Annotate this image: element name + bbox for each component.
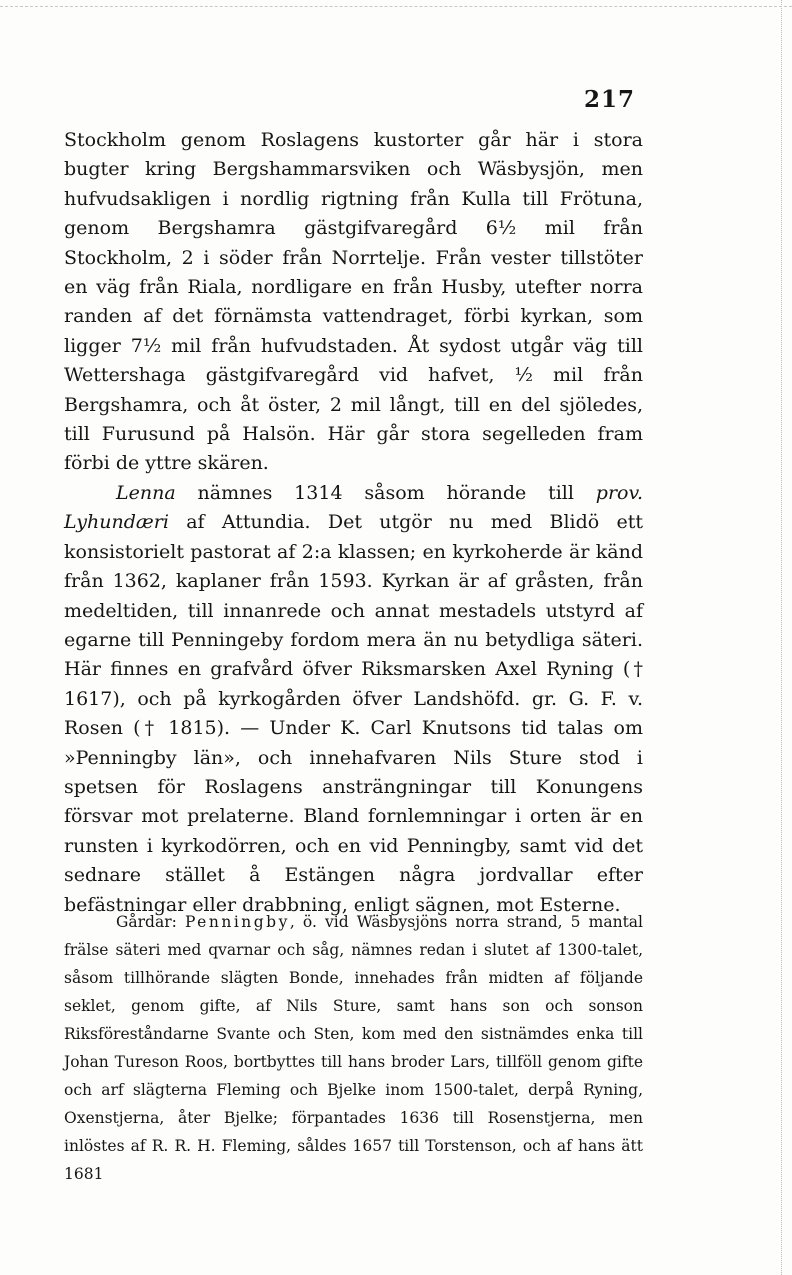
paragraph-2-text-b: af Attundia. Det utgör nu med Blidö ett konsistorielt pastorat af 2:a klassen; en kyrkoherde är känd från 1362, kaplaner från 1593. Kyrkan är af gråsten, från medeltiden, till innanrede och annat mestadels utstyrd af egarne till Penningeby fordom mera än nu betydliga säteri. Här finnes en grafvård öfver Riksmarsken Axel Ryning († 1617), och på kyrkogården öfver Landshöfd. gr. G. F. v. Rosen († 1815). — Under K. Carl Knutsons tid talas om »Penningby län», och innehafvaren Nils Sture stod i spetsen för Roslagens ansträngningar till Konungens försvar mot prelaterne. Bland fornlemningar i orten är en runsten i kyrkodörren, och en vid Penningby, samt vid det sednare stället å Estängen några jordvallar efter befästningar eller drabbning, enligt sägnen, mot Esterne. [64,511,643,916]
notes-text: , ö. vid Wäsbysjöns norra strand, 5 mantal frälse säteri med qvarnar och såg, nämnes redan i slutet af 1300-talet, såsom tillhörande slägten Bonde, innehades från midten af följande seklet, genom gifte, af Nils Sture, samt hans son och sonson Riksföreståndarne Svante och Sten, kom med den sistnämdes enka till Johan Tureson Roos, bortbyttes till hans broder Lars, tillföll genom gifte och arf slägterna Fleming och Bjelke inom 1500-talet, derpå Ryning, Oxenstjerna, åter Bjelke; förpantades 1636 till Rosenstjerna, men inlöstes af R. R. H. Fleming, såldes 1657 till Torstenson, och af hans ätt 1681 [64,913,643,1183]
paragraph-2 [64,479,643,920]
notes-paragraph [64,908,643,1188]
page-number: 217 [584,86,636,113]
paragraph-1 [64,126,643,479]
main-text [64,126,643,920]
notes-label: Gårdar: [116,913,185,931]
paragraph-2-text-a: nämnes 1314 såsom hörande till [175,481,596,504]
estate-name: Penningby [184,913,290,931]
page-right-edge [781,0,782,1275]
paragraph-1-text: Stockholm genom Roslagens kustorter går här i stora bugter kring Bergshammarsviken och Wäsbysjön, men hufvudsakligen i nordlig rigtning från Kulla till Frötuna, genom Bergshamra gästgifvaregård 6½ mil från Stockholm, 2 i söder från Norrtelje. Från vester tillstöter en väg från Riala, nordligare en från Husby, utefter norra randen af det förnämsta vattendraget, förbi kyrkan, som ligger 7½ mil från hufvudstaden. Åt sydost utgår väg till Wettershaga gästgifvaregård vid hafvet, ½ mil från Bergshamra, och åt öster, 2 mil långt, till en del sjöledes, till Furusund på Halsön. Här går stora segelleden fram förbi de yttre skären. [64,129,643,475]
page-top-edge [0,6,792,7]
parish-name: Lenna [116,481,176,504]
province-name: prov. Lyhundæri [64,481,643,534]
